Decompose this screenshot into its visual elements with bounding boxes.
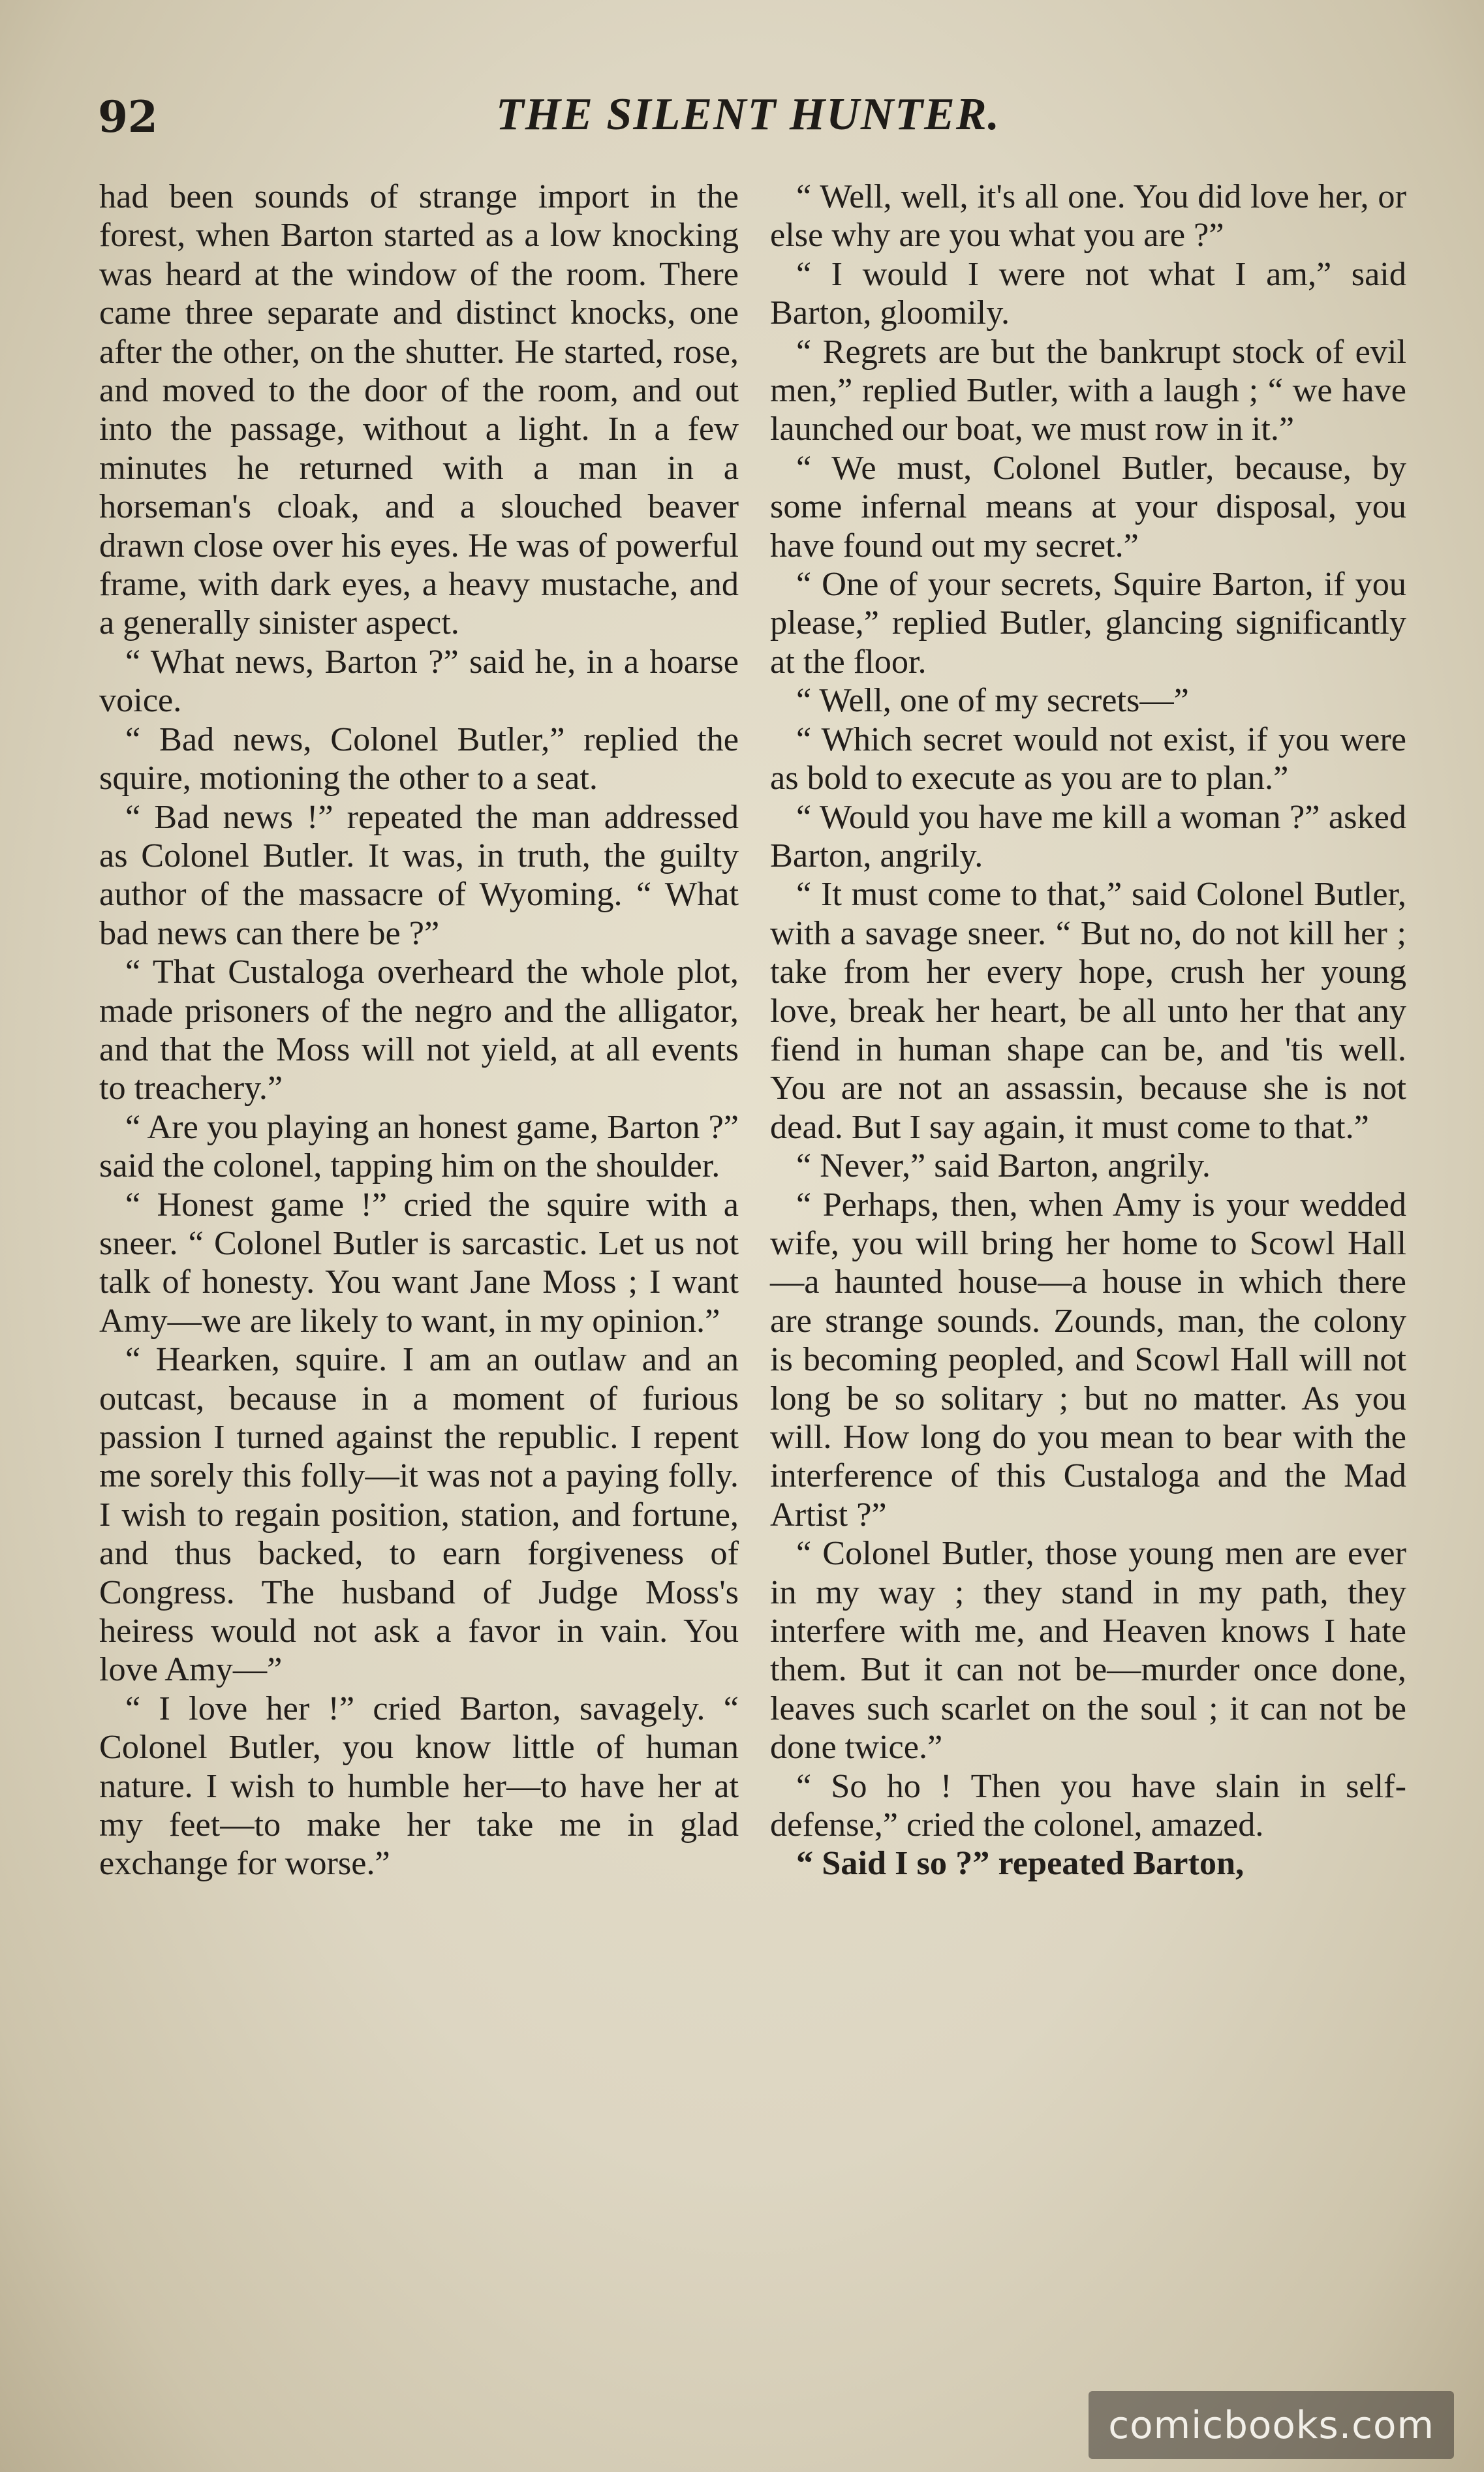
- paragraph: “ Bad news !” repeated the man addressed as Colonel Butler. It was, in truth, the guilty author of the massacre of Wyoming. “ What bad news can there be ?”: [99, 797, 739, 952]
- paragraph: “ What news, Barton ?” said he, in a hoarse voice.: [99, 642, 739, 720]
- paragraph: “ Well, one of my secrets—”: [796, 681, 1189, 720]
- paragraph: “ Which secret would not exist, if you were as bold to execute as you are to plan.”: [770, 720, 1406, 797]
- right-column: [770, 178, 1406, 1883]
- page-number: 92: [98, 91, 158, 142]
- paragraph: “ I love her !” cried Barton, savagely. “ Colonel Butler, you know little of human nature. I wish to humble her—to have her at my feet—to make her take me in glad exchange for worse.”: [99, 1689, 739, 1883]
- paragraph: “ So ho ! Then you have slain in self-defense,” cried the colonel, amazed.: [770, 1767, 1406, 1844]
- paragraph: “ That Custaloga overheard the whole plot, made prisoners of the negro and the alligator, and that the Moss will not yield, at all events to treachery.”: [99, 953, 739, 1107]
- paragraph: “ Well, well, it's all one. You did love her, or else why are you what you are ?”: [770, 178, 1406, 255]
- paragraph: “ Never,” said Barton, angrily.: [796, 1147, 1211, 1185]
- paragraph: “ Honest game !” cried the squire with a sneer. “ Colonel Butler is sarcastic. Let us not talk of honesty. You want Jane Moss ; I want Amy—we are likely to want, in my opinion.”: [99, 1185, 739, 1340]
- site-watermark: comicbooks.com: [1089, 2391, 1454, 2459]
- paragraph: “ Perhaps, then, when Amy is your wedded wife, you will bring her home to Scowl Hall—a haunted house—a house in which there are strange sounds. Zounds, man, the colony is becoming peopled, and Scowl Hall will not long be so solitary ; but no matter. As you will. How long do you mean to bear with the interference of this Custaloga and the Mad Artist ?”: [770, 1185, 1406, 1534]
- paragraph: “ It must come to that,” said Colonel Butler, with a savage sneer. “ But no, do not kill her ; take from her every hope, crush her young love, break her heart, be all unto her that any fiend in human shape can be, and 'tis well. You are not an assassin, because she is not dead. But I say again, it must come to that.”: [770, 875, 1406, 1146]
- paragraph: “ Said I so ?” repeated Barton,: [796, 1844, 1244, 1883]
- paragraph: “ Bad news, Colonel Butler,” replied the squire, motioning the other to a seat.: [99, 720, 739, 797]
- paragraph: had been sounds of strange import in the forest, when Barton started as a low knocking was heard at the window of the room. There came three separate and distinct knocks, one after the other, on the shutter. He started, rose, and moved to the door of the room, and out into the passage, without a light. In a few minutes he returned with a man in a horseman's cloak, and a slouched beaver drawn close over his eyes. He was of powerful frame, with dark eyes, a heavy mustache, and a generally sinister aspect.: [99, 178, 739, 642]
- paragraph: “ Are you playing an honest game, Barton ?” said the colonel, tapping him on the shoulder.: [99, 1107, 739, 1185]
- paragraph: “ We must, Colonel Butler, because, by some infernal means at your disposal, you have found out my secret.”: [770, 448, 1406, 564]
- paragraph: “ Hearken, squire. I am an outlaw and an outcast, because in a moment of furious passion I turned against the republic. I repent me sorely this folly—it was not a paying folly. I wish to regain position, station, and fortune, and thus backed, to earn forgiveness of Congress. The husband of Judge Moss's heiress would not ask a favor in vain. You love Amy—”: [99, 1340, 739, 1689]
- paragraph: “ I would I were not what I am,” said Barton, gloomily.: [770, 255, 1406, 332]
- paragraph: “ Colonel Butler, those young men are ever in my way ; they stand in my path, they interfere with me, and Heaven knows I hate them. But it can not be—murder once done, leaves such scarlet on the soul ; it can not be done twice.”: [770, 1534, 1406, 1767]
- paragraph: “ One of your secrets, Squire Barton, if you please,” replied Butler, glancing significantly at the floor.: [770, 565, 1406, 681]
- paragraph: “ Regrets are but the bankrupt stock of evil men,” replied Butler, with a laugh ; “ we have launched our boat, we must row in it.”: [770, 332, 1406, 448]
- running-head: THE SILENT HUNTER.: [496, 89, 1001, 140]
- left-column: [99, 178, 739, 1883]
- paragraph: “ Would you have me kill a woman ?” asked Barton, angrily.: [770, 797, 1406, 874]
